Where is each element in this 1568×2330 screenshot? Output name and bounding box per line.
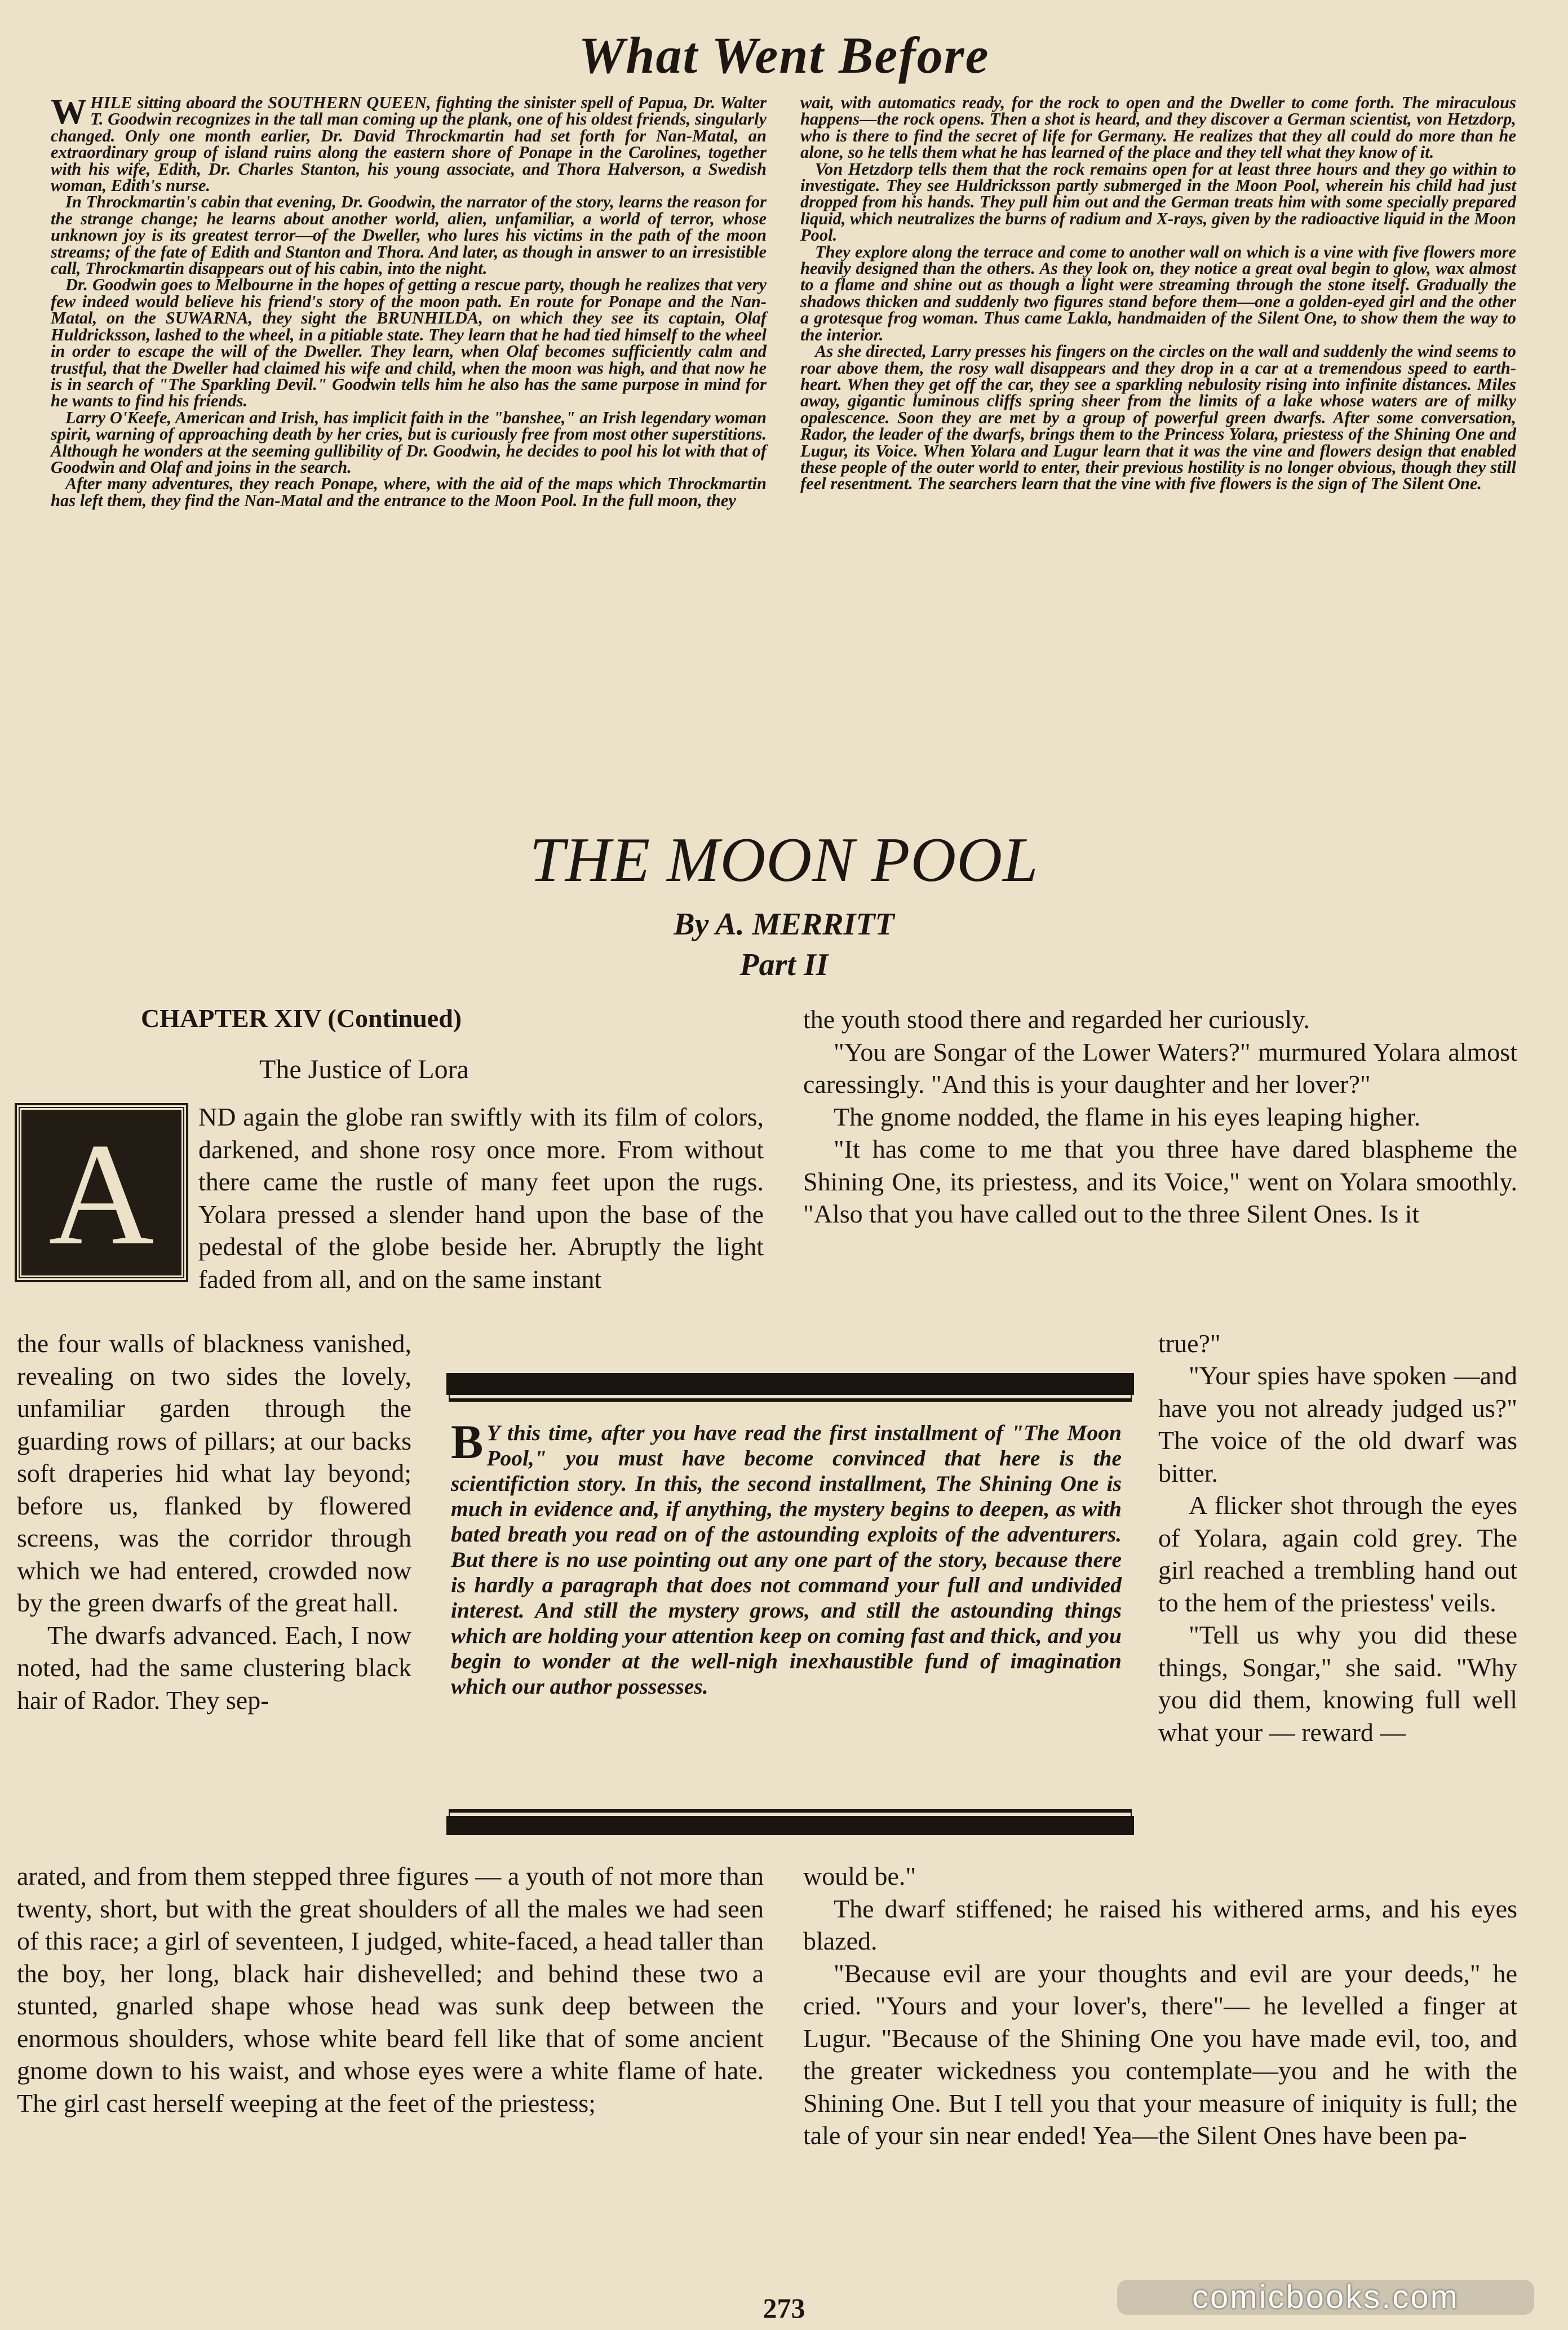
ornamental-drop-cap: A <box>17 1105 186 1280</box>
story-paragraph: "Your spies have spoken —and have you not already judged us?" The voice of the old dwarf was bitter. <box>1158 1361 1517 1487</box>
story-paragraph: would be." <box>803 1862 916 1890</box>
recap-paragraph: Von Hetzdorp tells them that the rock remains open for at least three hours and they go within to investigate. They see Huldricksson partly submerged in the Moon Pool, wherein his child had just dropped from his hands. They pull him out and the German treats him with some specially prepared liquid, which neutralizes the burns of radium and X-rays, given by the radioactive liquid in the Moon Pool. <box>800 159 1516 245</box>
story-line: true?" <box>1158 1329 1221 1358</box>
story-part: Part II <box>739 947 829 982</box>
recap-paragraph: After many adventures, they reach Ponape, where, with the aid of the maps which Throckmartin has left them, they find the Nan-Matal and the entrance to the Moon Pool. In the full moon, they <box>51 474 767 510</box>
recap-paragraph: As she directed, Larry presses his fingers on the circles on the wall and suddenly the wind seems to roar above them, the rosy wall disappears and they drop in a car at a tremendous speed to earth-heart. When they get off the car, they see a sparkling nebulosity rising into infinite distances. Miles away, gigantic luminous cliffs spring sheer from the limits of a lake whose waters are of milky opalescence. Soon they are met by a group of powerful green dwarfs. After some conversation, Rador, the leader of the dwarfs, brings them to the Princess Yolara, priestess of the Shining One and Lugur, its Voice. When Yolara and Lugur learn that it was the vine and flowers design that enabled these people of the outer world to enter, their previous hostility is no longer obvious, though they still feel resentment. The searchers learn that the vine with five flowers is the sign of The Silent One. <box>800 342 1516 494</box>
recap-right-column <box>800 95 1516 493</box>
story-right-top <box>803 1003 1517 1230</box>
editor-note-drop-letter: B <box>451 1415 484 1469</box>
recap-paragraph <box>51 91 767 196</box>
recap-paragraph: wait, with automatics ready, for the rock to open and the Dweller to come forth. The miraculous happens—the rock opens. Then a shot is heard, and they discover a German scientist, von Hetzdorp, who is there to find the secret of life for Germany. He realizes that they all could do more than he alone, so he tells them what he has learned of the place and they tell what they know of it. <box>800 93 1516 162</box>
recap-paragraph: They explore along the terrace and come to another wall on which is a vine with five flowers more heavily designed than the others. As they look on, they notice a great oval begin to glow, wax almost to a flame and shine out as though a light were streaming through the stone itself. Gradually the shadows thicken and suddenly two figures stand before them—one a golden-eyed girl and the other a grotesque frog woman. Thus came Lakla, handmaiden of the Silent One, to show them the way to the interior. <box>800 242 1516 344</box>
page-number: 273 <box>763 2292 805 2324</box>
story-paragraph: "Because evil are your thoughts and evil are your deeds," he cried. "Yours and your lover's, there"— he levelled a finger at Lugur. "Because of the Shining One you have made evil, too, and the greater wickedness you contemplate—you and he with the Shining One. But I tell you that your measure of iniquity is full; the tale of your sin near ended! Yea—the Silent Ones have been pa- <box>803 1959 1517 2150</box>
editor-note <box>451 1415 1122 1699</box>
story-paragraph: "Tell us why you did these things, Songar," she said. "Why you did them, knowing full well what your — reward — <box>1158 1620 1517 1747</box>
story-paragraph: "You are Songar of the Lower Waters?" murmured Yolara almost caressingly. "And this is your daughter and her lover?" <box>803 1037 1517 1098</box>
recap-paragraph: In Throckmartin's cabin that evening, Dr. Goodwin, the narrator of the story, learns the reason for the strange change; he learns about another world, alien, unfamiliar, a world of terror, whose unknown joy is its greatest terror—of the Dweller, who lures his victims in the path of the moon streams; of the fate of Edith and Stanton and Thora. And later, as though in answer to an irresistible call, Throckmartin disappears out of his cabin, into the night. <box>51 192 767 278</box>
story-left-narrow <box>17 1327 411 1716</box>
story-right-bottom <box>803 1860 1517 2152</box>
recap-paragraph: Dr. Goodwin goes to Melbourne in the hopes of getting a rescue party, though he realizes that very few indeed would believe his friend's story of the moon path. En route for Ponape and the Nan-Matal, on the SUWARNA, they sight the BRUNHILDA, on which they see its captain, Olaf Huldricksson, lashed to the wheel, in a pitiable state. They learn that he had tied himself to the wheel in order to escape the will of the Dweller. They learn, when Olaf becomes sufficiently calm and trustful, that the Dweller had claimed his wife and child, when the moon was high, and that now he is in search of "The Sparkling Devil." Goodwin tells him he also has the same purpose in mind for he wants to find his friends. <box>51 275 767 411</box>
box-top-rule <box>446 1373 1134 1395</box>
story-paragraph: A flicker shot through the eyes of Yolara, again cold grey. The girl reached a trembling hand out to the hem of the priestess' veils. <box>1158 1491 1517 1617</box>
story-byline: By A. MERRITT <box>674 907 894 942</box>
story-paragraph: arated, and from them stepped three figures — a youth of not more than twenty, short, but with the great shoulders of all the males we had seen of this race; a girl of seventeen, I judged, white-faced, a head taller than the boy, her long, black hair dishevelled; and behind these two a stunted, gnarled shape whose head was sunk deep between the enormous shoulders, whose white beard fell like that of some ancient gnome down to his waist, and whose eyes were a white flame of hate. The girl cast herself weeping at the feet of the priestess; <box>17 1862 764 2118</box>
story-right-narrow <box>1158 1359 1517 1748</box>
story-title: THE MOON POOL <box>529 825 1039 895</box>
story-paragraph: "It has come to me that you three have dared blaspheme the Shining One, its priestess, and its Voice," went on Yolara smoothly. "Also that you have called out to the three Silent Ones. Is it <box>803 1135 1517 1228</box>
recap-first-text: HILE sitting aboard the SOUTHERN QUEEN, fighting the sinister spell of Papua, Dr. Walter T. Goodwin recognizes in the tall man coming up the plank, one of his oldest friends, singularly changed. Only one month earlier, Dr. David Throckmartin had set forth for Nan-Matal, an extraordinary group of island ruins along the eastern shore of Ponape in the Carolines, together with his wife, Edith, Dr. Charles Stanton, his young associate, and Thora Halverson, a Swedish woman, Edith's nurse. <box>51 93 767 196</box>
chapter-title: The Justice of Lora <box>259 1055 469 1084</box>
story-left-top <box>17 1101 764 1295</box>
story-paragraph: The dwarfs advanced. Each, I now noted, had the same clustering black hair of Rador. They sep- <box>17 1620 411 1715</box>
box-bottom-rule <box>446 1816 1134 1835</box>
story-paragraph: the youth stood there and regarded her curiously. <box>803 1005 1310 1034</box>
story-paragraph: The gnome nodded, the flame in his eyes leaping higher. <box>834 1102 1421 1131</box>
editor-note-text: Y this time, after you have read the first installment of "The Moon Pool," you must have become convinced that here is the scientifiction story. In this, the second installment, The Shining One is much in evidence and, if anything, the mystery begins to deepen, as with bated breath you read on of the astounding exploits of the adventurers. But there is no use pointing out any one part of the story, because there is hardly a paragraph that does not command your full and undivided interest. And still the mystery grows, and still the astounding things which are holding your attention keep on coming fast and thick, and you begin to wonder at the well-nigh inexhaustible fund of imagination which our author possesses. <box>451 1420 1122 1699</box>
story-left-bottom <box>17 1860 764 2119</box>
story-paragraph: The dwarf stiffened; he raised his withered arms, and his eyes blazed. <box>803 1894 1517 1955</box>
story-paragraph: the four walls of blackness vanished, revealing on two sides the lovely, unfamiliar garden through the guarding rows of pillars; at our backs soft draperies hid what lay beyond; before us, flanked by flowered screens, was the corridor through which we had entered, crowded now by the green dwarfs of the great hall. <box>17 1329 411 1617</box>
story-paragraph: ND again the globe ran swiftly with its film of colors, darkened, and shone rosy once more. From without there came the rustle of many feet upon the rugs. Yolara pressed a slender hand upon the base of the pedestal of the globe beside her. Abruptly the light faded from all, and on the same instant <box>198 1102 764 1294</box>
recap-left-column <box>51 91 767 510</box>
recap-paragraph: Larry O'Keefe, American and Irish, has implicit faith in the "banshee," an Irish legendary woman spirit, warning of approaching death by her cries, but is curiously free from most other superstitions. Although he wonders at the seeming gullibility of Dr. Goodwin, he decides to pool his lot with that of Goodwin and Olaf and joins in the search. <box>51 407 767 477</box>
recap-drop-letter: W <box>51 91 87 131</box>
site-watermark: comicbooks.com <box>1117 2280 1534 2315</box>
recap-title: What Went Before <box>578 26 990 84</box>
chapter-heading: CHAPTER XIV (Continued) <box>141 1004 462 1033</box>
